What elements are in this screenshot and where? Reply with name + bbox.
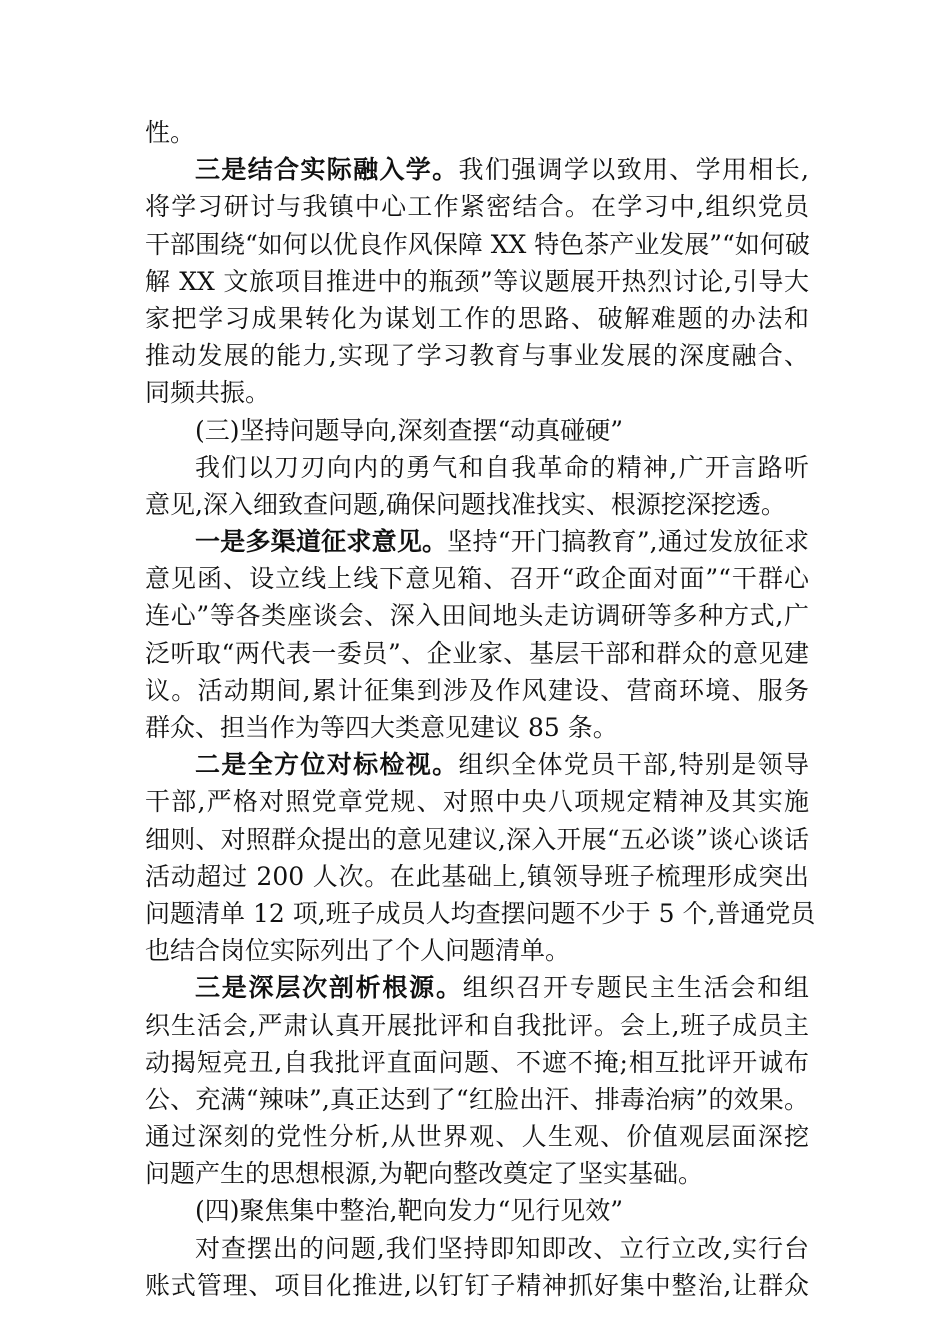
line-text: 我们以刀刃向内的勇气和自我革命的精神,广开言路听 [195,452,809,482]
line-text: 议。活动期间,累计征集到涉及作风建设、营商环境、服务 [145,675,809,705]
text-line [145,263,809,300]
text-line [145,486,809,523]
line-text: 动揭短亮丑,自我批评直面问题、不遮不掩;相互批评开诚布 [145,1047,809,1077]
text-line [145,1118,809,1155]
text-line [145,1230,809,1267]
line-text: 意见,深入细致查问题,确保问题找准找实、根源挖深挖透。 [145,489,786,519]
line-text: 账式管理、项目化推进,以钉钉子精神抓好集中整治,让群众 [145,1270,809,1300]
text-line [145,226,809,263]
text-line [145,597,809,634]
document-body [145,114,816,1304]
text-line [145,932,809,969]
text-line [145,1007,809,1044]
text-line [145,783,809,820]
line-text: 意见函、设立线上线下意见箱、召开“政企面对面”“干群心 [145,564,809,594]
line-text: 我们强调学以致用、学用相长, [458,155,809,185]
text-line [145,151,809,188]
line-text: 问题产生的思想根源,为靶向整改奠定了坚实基础。 [145,1159,703,1189]
text-line [145,523,809,560]
text-line [145,300,809,337]
text-line [145,560,809,597]
text-line [145,969,809,1006]
text-line [145,114,809,151]
line-text: 干部围绕“如何以优良作风保障 XX 特色茶产业发展”“如何破 [145,229,810,259]
text-line [145,709,809,746]
text-line [145,374,809,411]
line-text: 问题清单 12 项,班子成员人均查摆问题不少于 5 个,普通党员 [145,898,816,928]
line-text: 解 XX 文旅项目推进中的瓶颈”等议题展开热烈讨论,引导大 [145,266,809,296]
line-text: 细则、对照群众提出的意见建议,深入开展“五必谈”谈心谈话 [145,824,809,854]
line-text: 公、充满“辣味”,真正达到了“红脸出汗、排毒治病”的效果。 [145,1084,809,1114]
text-line [145,1081,809,1118]
text-line [145,188,809,225]
bold-lead-phrase: 三是深层次剖析根源。 [195,973,463,1003]
line-text: 也结合岗位实际列出了个人问题清单。 [145,936,571,966]
line-text: 性。 [145,118,196,147]
text-line [145,895,816,932]
bold-lead-phrase: 三是结合实际融入学。 [195,155,459,185]
text-line [145,1044,809,1081]
line-text: 组织召开专题民主生活会和组 [462,973,809,1003]
text-line [145,672,809,709]
line-text: 组织全体党员干部,特别是领导 [458,750,809,780]
line-text: 同频共振。 [145,378,271,408]
text-line [145,858,809,895]
line-text: (三)坚持问题导向,深刻查摆“动真碰硬” [195,415,624,445]
text-line [145,412,809,449]
text-line [145,821,809,858]
line-text: 干部,严格对照党章党规、对照中央八项规定精神及其实施 [145,787,809,817]
line-text: 连心”等各类座谈会、深入田间地头走访调研等多种方式,广 [145,601,809,631]
bold-lead-phrase: 二是全方位对标检视。 [195,750,459,780]
bold-lead-phrase: 一是多渠道征求意见。 [195,527,448,557]
text-line [145,1155,809,1192]
line-text: (四)聚焦集中整治,靶向发力“见行见效” [195,1196,624,1226]
line-text: 活动超过 200 人次。在此基础上,镇领导班子梳理形成突出 [145,861,809,891]
line-text: 将学习研讨与我镇中心工作紧密结合。在学习中,组织党员 [145,192,809,222]
text-line [145,635,809,672]
text-line [145,449,809,486]
line-text: 通过深刻的党性分析,从世界观、人生观、价值观层面深挖 [145,1122,809,1152]
line-text: 推动发展的能力,实现了学习教育与事业发展的深度融合、 [145,341,809,371]
text-line [145,746,809,783]
line-text: 对查摆出的问题,我们坚持即知即改、立行立改,实行台 [195,1233,809,1263]
text-line [145,1192,809,1229]
text-line [145,1267,809,1304]
line-text: 坚持“开门搞教育”,通过发放征求 [447,527,809,557]
line-text: 群众、担当作为等四大类意见建议 85 条。 [145,713,618,742]
line-text: 泛听取“两代表一委员”、企业家、基层干部和群众的意见建 [145,638,809,668]
line-text: 织生活会,严肃认真开展批评和自我批评。会上,班子成员主 [145,1010,809,1040]
text-line [145,337,809,374]
line-text: 家把学习成果转化为谋划工作的思路、破解难题的办法和 [145,303,809,333]
